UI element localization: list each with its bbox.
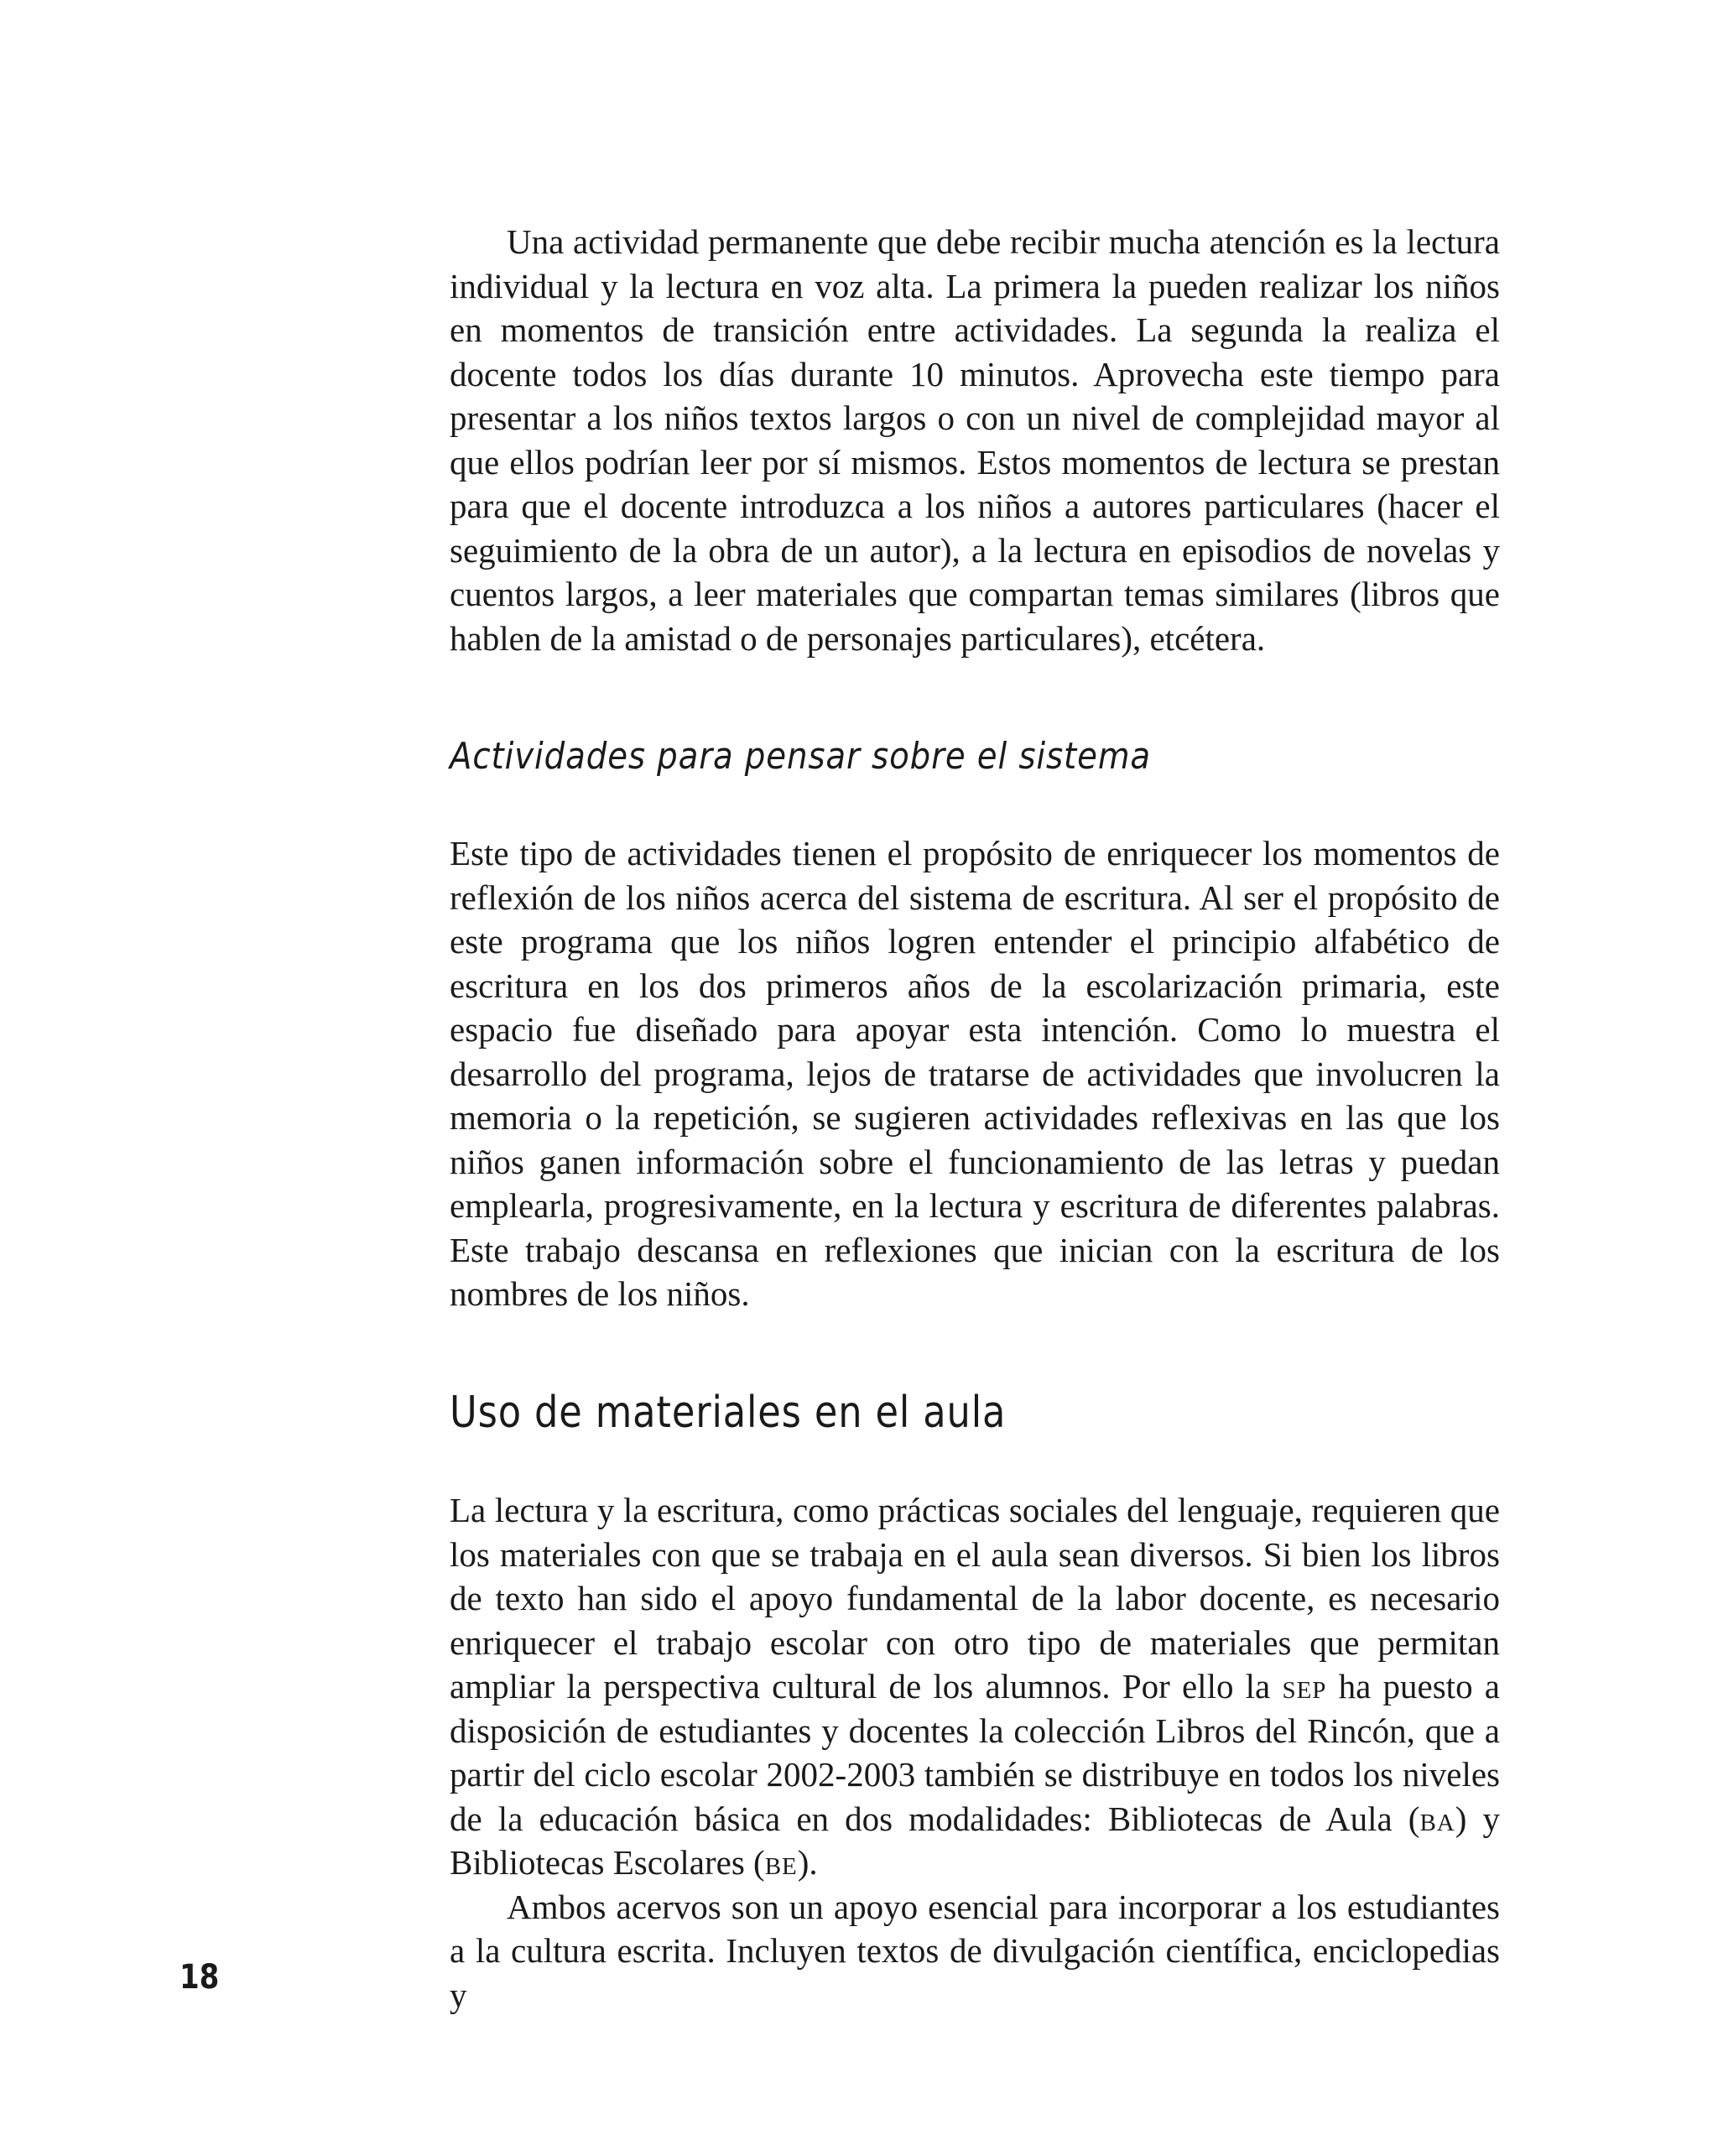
page-number: 18 (180, 1958, 220, 1997)
abbreviation-be: be (764, 1843, 798, 1882)
body-text-block-3 (450, 1488, 1500, 2017)
text-run: ) y Bibliotecas Escolares ( (450, 1799, 1501, 1882)
subheading-actividades-sistema: Actividades para pensar sobre el sistema (450, 735, 1152, 778)
text-run: ha puesto a disposición de estudiantes y docentes la colección Libros del Rincón, que a partir del ciclo escolar 2002-2003 también se distribuye en todos los niveles de la educación básica en dos modalidades: Bibliotecas de Aula ( (450, 1667, 1500, 1838)
text-run: ). (797, 1843, 818, 1882)
paragraph-materiales-aula (450, 1488, 1500, 1885)
paragraph-lectura-individual: Una actividad permanente que debe recibir mucha atención es la lectura individual y la lectura en voz alta. La primera la pueden realizar los niños en momentos de transición entre actividades. La segunda la realiza el docente todos los días durante 10 minutos. Aprovecha este tiempo para presentar a los niños textos largos o con un nivel de complejidad mayor al que ellos podrían leer por sí mismos. Estos momentos de lectura se prestan para que el docente introduzca a los niños a autores particulares (hacer el seguimiento de la obra de un autor), a la lectura en episodios de novelas y cuentos largos, a leer materiales que compartan temas similares (libros que hablen de la amistad o de personajes particulares), etcétera. (450, 222, 1500, 658)
paragraph-actividades-sistema: Este tipo de actividades tienen el propósito de enriquecer los momentos de reflexión de los niños acerca del sistema de escritura. Al ser el propósito de este programa que los niños logren entender el principio alfabético de escritura en los dos primeros años de la escolarización primaria, este espacio fue diseñado para apoyar esta intención. Como lo muestra el desarrollo del programa, lejos de tratarse de actividades que involucren la memoria o la repetición, se sugieren actividades reflexivas en las que los niños ganen información sobre el funcionamiento de las letras y puedan emplearla, progresivamente, en la lectura y escritura de diferentes palabras. Este trabajo descansa en reflexiones que inician con la escritura de los nombres de los niños. (450, 834, 1500, 1313)
abbreviation-sep: sep (1282, 1667, 1327, 1706)
section-heading-uso-materiales: Uso de materiales en el aula (450, 1388, 1007, 1438)
body-text-block-1 (450, 220, 1500, 660)
body-text-block-2 (450, 831, 1500, 1316)
paragraph-ambos-acervos: Ambos acervos son un apoyo esencial para incorporar a los estudiantes a la cultura escrita. Incluyen textos de divulgación científica, enciclopedias y (450, 1887, 1500, 2014)
abbreviation-ba: ba (1419, 1799, 1455, 1838)
text-run: La lectura y la escritura, como prácticas sociales del lenguaje, requieren que los materiales con que se trabaja en el aula sean diversos. Si bien los libros de texto han sido el apoyo fundamental de la labor docente, es necesario enriquecer el trabajo escolar con otro tipo de materiales que permitan ampliar la perspectiva cultural de los alumnos. Por ello la (450, 1491, 1500, 1706)
